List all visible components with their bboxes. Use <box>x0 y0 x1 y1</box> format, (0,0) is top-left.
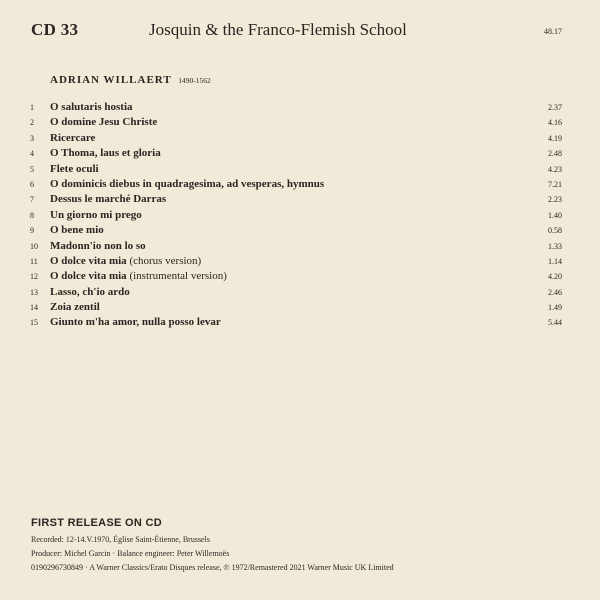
track-number: 7 <box>30 195 34 205</box>
track-row <box>30 193 562 208</box>
track-row <box>30 163 562 178</box>
track-row <box>30 255 562 270</box>
track-number: 3 <box>30 133 34 143</box>
track-title-wrapper <box>50 178 324 190</box>
track-row <box>30 178 562 193</box>
track-number: 1 <box>30 103 34 112</box>
track-duration: 7.21 <box>548 179 562 189</box>
track-title: Ricercare <box>50 131 96 144</box>
composer-dates: 1490-1562 <box>178 76 211 85</box>
track-title-wrapper <box>50 147 161 159</box>
track-duration: 2.48 <box>548 149 562 159</box>
track-number: 6 <box>30 179 34 189</box>
track-title: O dolce vita mia <box>50 254 127 267</box>
track-title: O dominicis diebus in quadragesima, ad vesperas, hymnus <box>50 177 325 190</box>
release-footer <box>31 517 580 575</box>
track-row <box>30 116 562 131</box>
track-number: 5 <box>30 164 34 174</box>
disc-header <box>31 20 562 44</box>
track-row <box>30 270 562 285</box>
track-row <box>30 301 562 316</box>
track-title: Giunto m'ha amor, nulla posso levar <box>50 316 221 329</box>
track-title: Flete oculi <box>50 162 99 175</box>
track-number: 2 <box>30 118 34 128</box>
cd-number: CD 33 <box>31 20 79 39</box>
production-credits: Producer: Michel Garcin · Balance engineer: Peter Willemoës <box>31 549 230 558</box>
track-row <box>30 240 562 255</box>
track-title-wrapper <box>50 163 99 175</box>
track-number: 10 <box>30 241 38 251</box>
collection-title: Josquin & the Franco-Flemish School <box>149 20 407 39</box>
track-number: 11 <box>30 256 38 266</box>
track-title-wrapper <box>50 101 133 113</box>
track-title: O Thoma, laus et gloria <box>50 147 161 160</box>
track-row <box>30 101 562 116</box>
track-row <box>30 132 562 147</box>
track-duration: 4.16 <box>548 118 562 128</box>
track-title: Un giorno mi prego <box>50 208 142 221</box>
track-title-wrapper <box>50 240 146 252</box>
track-duration: 4.20 <box>548 272 562 282</box>
copyright-line: 0190296730849 · A Warner Classics/Erato Disques release, ℗ 1972/Remastered 2021 Warner Music UK Limited <box>31 563 394 572</box>
track-row <box>30 316 562 331</box>
track-title-wrapper <box>50 301 100 313</box>
track-number: 4 <box>30 149 34 159</box>
track-title-wrapper <box>50 116 157 128</box>
track-number: 13 <box>30 287 38 297</box>
track-title-wrapper <box>50 193 166 205</box>
first-release-label: FIRST RELEASE ON CD <box>31 517 162 529</box>
track-duration: 2.37 <box>548 103 562 112</box>
track-duration: 1.33 <box>548 241 562 251</box>
track-title-wrapper <box>50 209 142 221</box>
track-number: 15 <box>30 318 38 328</box>
track-duration: 2.46 <box>548 287 562 297</box>
track-title-wrapper <box>50 132 95 144</box>
track-title-wrapper <box>50 255 201 267</box>
track-duration: 4.23 <box>548 164 562 174</box>
track-number: 14 <box>30 303 38 313</box>
track-title-wrapper <box>50 316 221 328</box>
track-row <box>30 147 562 162</box>
track-duration: 2.23 <box>548 195 562 205</box>
track-title: Lasso, ch'io ardo <box>50 285 130 298</box>
track-row <box>30 224 562 239</box>
track-title: O dolce vita mia <box>50 270 127 283</box>
track-duration: 1.49 <box>548 303 562 313</box>
track-title-wrapper <box>50 270 227 282</box>
recording-info: Recorded: 12-14.V.1970, Église Saint-Étienne, Brussels <box>31 535 210 544</box>
track-number: 8 <box>30 210 34 220</box>
track-title: O domine Jesu Christe <box>50 116 158 129</box>
track-title-wrapper <box>50 224 104 236</box>
track-title: Madonn'io non lo so <box>50 239 146 252</box>
track-title-wrapper <box>50 286 130 298</box>
track-row <box>30 286 562 301</box>
track-duration: 0.58 <box>548 226 562 236</box>
composer-heading <box>50 74 211 86</box>
track-version-note: (chorus version) <box>129 254 202 267</box>
track-duration: 1.40 <box>548 210 562 220</box>
track-title: O salutaris hostia <box>50 101 133 113</box>
track-title: O bene mio <box>50 224 104 237</box>
track-title: Zoia zentil <box>50 301 100 314</box>
track-list <box>30 101 562 332</box>
track-number: 9 <box>30 226 34 236</box>
track-row <box>30 209 562 224</box>
track-duration: 1.14 <box>548 256 562 266</box>
composer-name: ADRIAN WILLAERT <box>50 74 172 86</box>
track-duration: 4.19 <box>548 133 562 143</box>
total-duration: 48.17 <box>544 27 562 36</box>
track-duration: 5.44 <box>548 318 562 328</box>
track-number: 12 <box>30 272 38 282</box>
track-title: Dessus le marché Darras <box>50 193 167 206</box>
track-version-note: (instrumental version) <box>129 270 227 283</box>
